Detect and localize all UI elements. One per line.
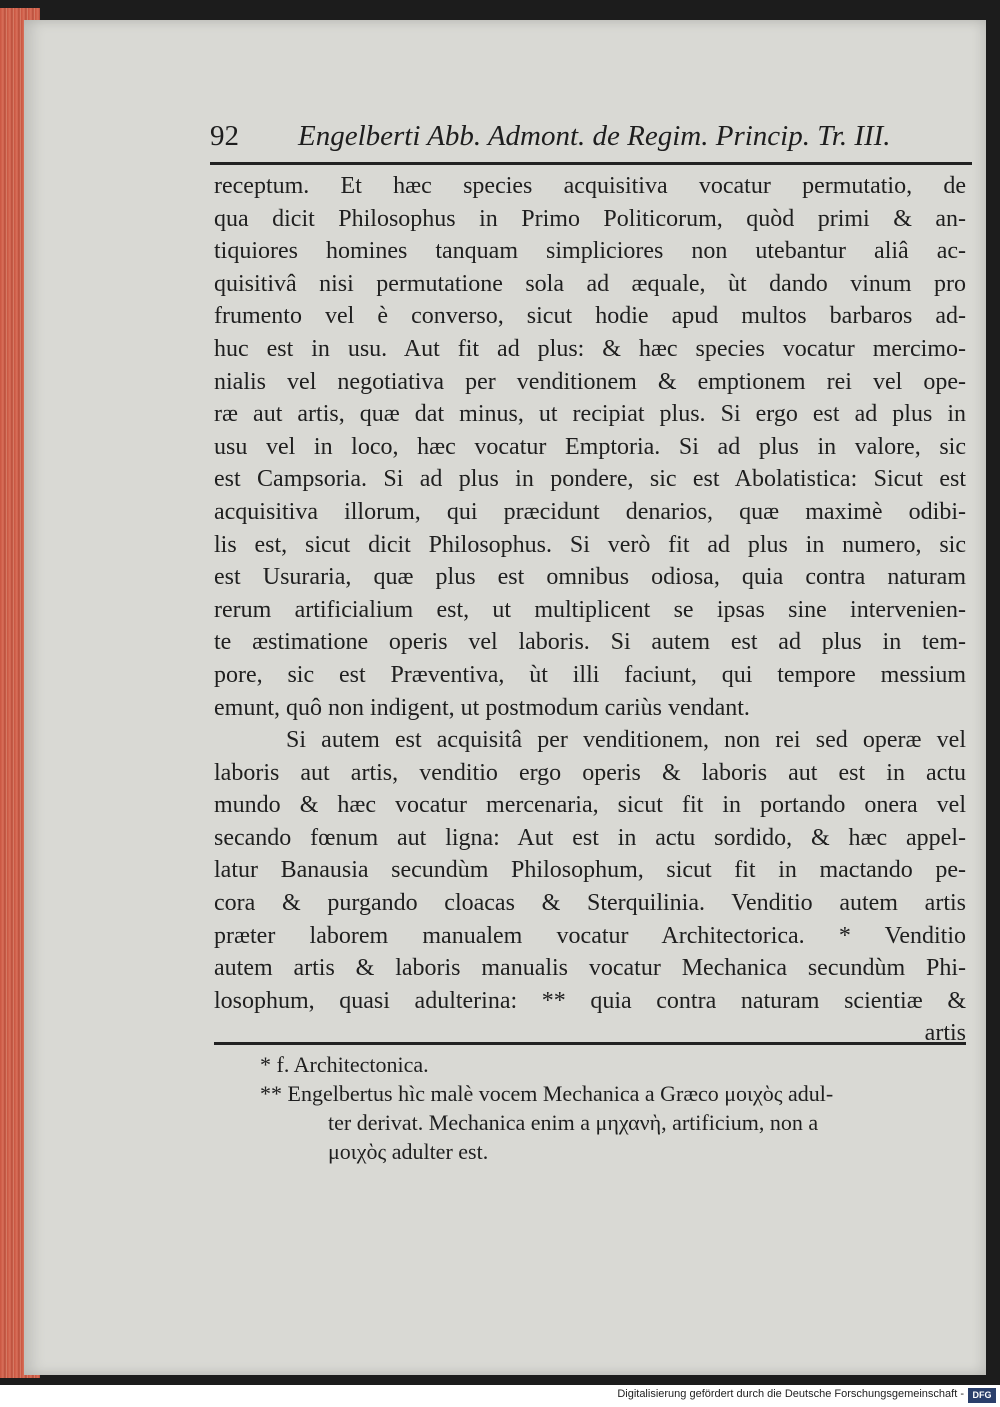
main-text — [214, 170, 966, 1050]
funding-credit: Digitalisierung gefördert durch die Deutsche Forschungsgemeinschaft - — [617, 1388, 964, 1400]
text-line: huc est in usu. Aut fit ad plus: & hæc species vocatur mercimo- — [214, 335, 966, 362]
text-line: acquisitiva illorum, qui præcidunt denarios, quæ maximè odibi- — [214, 498, 966, 525]
text-line: usu vel in loco, hæc vocatur Emptoria. Si ad plus in valore, sic — [214, 433, 966, 460]
text-line: latur Banausia secundùm Philosophum, sicut fit in mactando pe- — [214, 857, 966, 884]
text-line: emunt, quô non indigent, ut postmodum cariùs vendant. — [214, 694, 750, 721]
dfg-logo: DFG — [968, 1388, 996, 1403]
footnote-continuation: μοιχὸς adulter est. — [328, 1139, 489, 1164]
text-line: est Usuraria, quæ plus est omnibus odiosa, quia contra naturam — [214, 564, 966, 591]
running-title: Engelberti Abb. Admont. de Regim. Princip. Tr. III. — [298, 120, 891, 152]
text-line: te æstimatione operis vel laboris. Si autem est ad plus in tem- — [214, 629, 966, 656]
text-line: laboris aut artis, venditio ergo operis & laboris aut est in actu — [214, 759, 966, 786]
text-line: est Campsoria. Si ad plus in pondere, sic est Abolatistica: Sicut est — [214, 466, 966, 493]
text-line: cora & purgando cloacas & Sterquilinia. Venditio autem artis — [214, 890, 966, 917]
text-line: lis est, sicut dicit Philosophus. Si verò fit ad plus in numero, sic — [214, 531, 966, 558]
text-line: mundo & hæc vocatur mercenaria, sicut fit in portando onera vel — [214, 792, 966, 819]
text-line: pore, sic est Præventiva, ùt illi faciunt, qui tempore messium — [214, 661, 966, 688]
footnote: ** Engelbertus hìc malè vocem Mechanica a Græco μοιχὸς adul- — [260, 1081, 834, 1106]
text-line: qua dicit Philosophus in Primo Politicorum, quòd primi & an- — [214, 205, 966, 232]
text-line: Si autem est acquisitâ per venditionem, non rei sed operæ vel — [286, 727, 966, 754]
footnotes — [260, 1050, 966, 1166]
text-line: secando fœnum aut ligna: Aut est in actu sordido, & hæc appel- — [214, 824, 966, 851]
page-number: 92 — [210, 120, 239, 152]
text-line: rerum artificialium est, ut multiplicent se ipsas sine intervenien- — [214, 596, 966, 623]
text-line: receptum. Et hæc species acquisitiva vocatur permutatio, de — [214, 173, 966, 199]
footnote: * f. Architectonica. — [260, 1052, 429, 1077]
text-line: frumento vel è converso, sicut hodie apud multos barbaros ad- — [214, 303, 966, 330]
text-line: præter laborem manualem vocatur Architectorica. * Venditio — [214, 922, 966, 949]
text-line: ræ aut artis, quæ dat minus, ut recipiat plus. Si ergo est ad plus in — [214, 401, 966, 428]
catchword: artis — [924, 1020, 966, 1047]
running-header — [210, 120, 972, 164]
footnote-continuation: ter derivat. Mechanica enim a μηχανὴ, artificium, non a — [328, 1110, 819, 1135]
header-rule — [210, 162, 972, 165]
text-line: quisitivâ nisi permutatione sola ad æquale, ùt dando vinum pro — [214, 270, 966, 297]
text-line: tiquiores homines tanquam simpliciores non utebantur aliâ ac- — [214, 238, 966, 265]
footer-bar — [0, 1385, 1000, 1407]
text-line: losophum, quasi adulterina: ** quia contra naturam scientiæ & — [214, 987, 966, 1014]
footnote-rule — [214, 1042, 966, 1045]
text-line: autem artis & laboris manualis vocatur Mechanica secundùm Phi- — [214, 955, 966, 982]
text-line: nialis vel negotiativa per venditionem & emptionem rei vel ope- — [214, 368, 966, 395]
